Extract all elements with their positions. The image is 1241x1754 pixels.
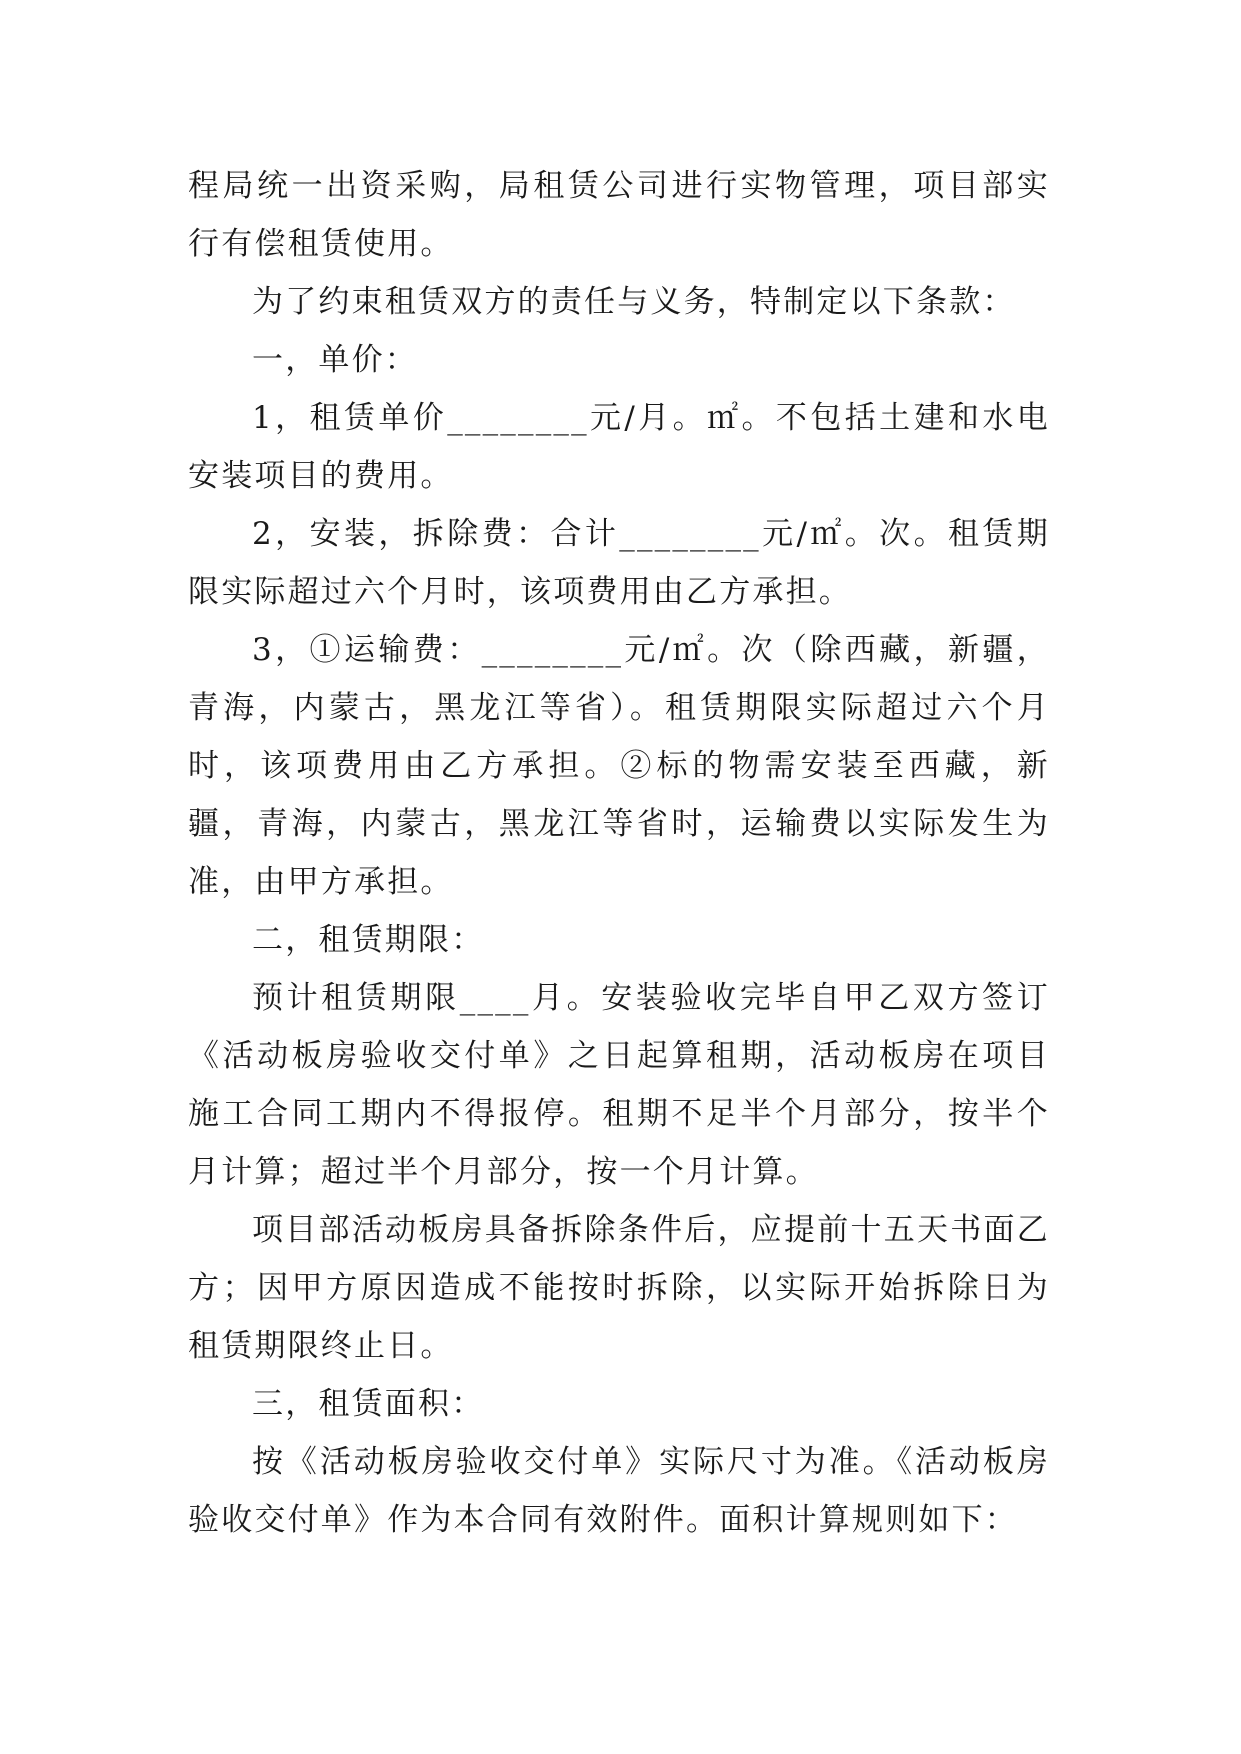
paragraph-install-removal-fee: 2，安装，拆除费：合计________元/㎡。次。租赁期限实际超过六个月时，该项费用由乙方承担。 (188, 516, 1050, 610)
document-body (188, 157, 1050, 1549)
paragraph-rental-unit-price: 1，租赁单价________元/月。㎡。不包括土建和水电安装项目的费用。 (188, 400, 1050, 494)
heading-rental-period: 二，租赁期限： (252, 922, 485, 958)
paragraph-procurement: 程局统一出资采购，局租赁公司进行实物管理，项目部实行有偿租赁使用。 (188, 168, 1050, 262)
paragraph-rental-period-estimate: 预计租赁期限____月。安装验收完毕自甲乙双方签订《活动板房验收交付单》之日起算租期，活动板房在项目施工合同工期内不得报停。租期不足半个月部分，按半个月计算；超过半个月部分，按一个月计算。 (188, 980, 1050, 1190)
paragraph-area-rules: 按《活动板房验收交付单》实际尺寸为准。《活动板房验收交付单》作为本合同有效附件。面积计算规则如下： (188, 1444, 1050, 1538)
paragraph-removal-notice: 项目部活动板房具备拆除条件后，应提前十五天书面乙方；因甲方原因造成不能按时拆除，以实际开始拆除日为租赁期限终止日。 (188, 1212, 1050, 1364)
heading-unit-price: 一，单价： (252, 342, 418, 378)
heading-rental-area: 三，租赁面积： (252, 1386, 485, 1422)
paragraph-intro-clauses: 为了约束租赁双方的责任与义务，特制定以下条款： (252, 284, 1016, 320)
paragraph-transport-fee: 3，①运输费：________元/㎡。次（除西藏，新疆，青海，内蒙古，黑龙江等省）。租赁期限实际超过六个月时，该项费用由乙方承担。②标的物需安装至西藏，新疆，青海，内蒙古，黑龙江等省时，运输费以实际发生为准，由甲方承担。 (188, 632, 1050, 900)
